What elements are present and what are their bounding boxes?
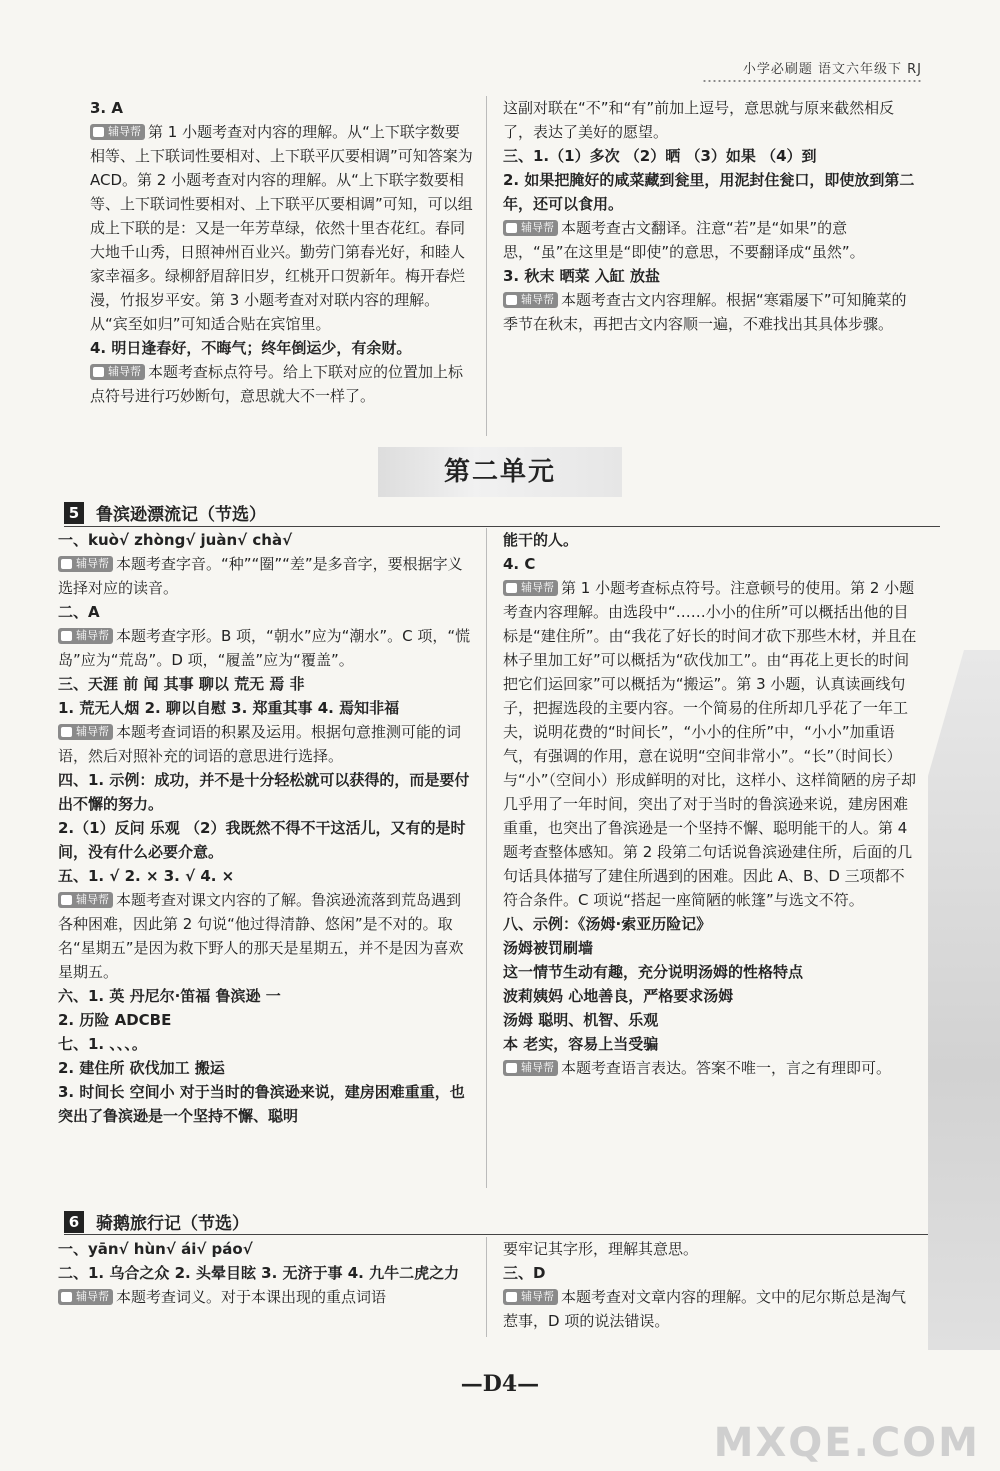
tutor-badge-icon: 辅导帮 — [58, 892, 113, 908]
explanation-paragraph — [503, 216, 918, 264]
paragraph-text: 二、A — [58, 603, 100, 621]
explanation-paragraph — [58, 1285, 472, 1309]
explanation-paragraph — [58, 624, 472, 672]
paragraph-text: 这副对联在“不”和“有”前加上逗号，意思就与原来截然相反了，表达了美好的愿望。 — [503, 99, 895, 141]
answer-line — [503, 1032, 918, 1056]
paragraph-text: 七、1. 、、、。 — [58, 1035, 147, 1053]
paragraph-text: 二、1. 乌合之众 2. 头晕目眩 3. 无济于事 4. 九牛二虎之力 — [58, 1264, 460, 1282]
section-rule — [64, 526, 940, 527]
answer-line — [503, 960, 918, 984]
tutor-badge-icon: 辅导帮 — [58, 628, 113, 644]
paragraph-text: 本题考查对课文内容的了解。鲁滨逊流落到荒岛遇到各种困难，因此第 2 句说“他过得清静、悠闲”是不对的。取名“星期五”是因为救下野人的那天是星期五，并不是因为喜欢星期五。 — [58, 891, 464, 981]
answer-line — [58, 1008, 472, 1032]
section-5-left-column — [58, 528, 472, 1128]
paragraph-text: 波莉姨妈 心地善良，严格要求汤姆 — [503, 987, 734, 1005]
paragraph-text: 2.（1）反问 乐观 （2）我既然不得不干这活儿，又有的是时间，没有什么必要介意。 — [58, 819, 466, 861]
answer-line — [503, 1237, 918, 1261]
answer-line — [58, 1261, 472, 1285]
paragraph-text: 三、1.（1）多次 （2）晒 （3）如果 （4）到 — [503, 147, 817, 165]
explanation-paragraph — [503, 1285, 918, 1333]
paragraph-text: 本题考查古文翻译。注意“若”是“如果”的意思，“虽”在这里是“即使”的意思，不要翻译成“虽然”。 — [503, 219, 865, 261]
tutor-badge-icon: 辅导帮 — [503, 1060, 558, 1076]
unit-title-banner: 第二单元 — [378, 447, 622, 497]
explanation-paragraph — [58, 720, 472, 768]
answer-line — [58, 1032, 472, 1056]
column-divider — [486, 1237, 487, 1337]
paragraph-text: 五、1. √ 2. × 3. √ 4. × — [58, 867, 235, 885]
answer-line — [58, 672, 472, 696]
tutor-badge-icon: 辅导帮 — [90, 124, 145, 140]
section-6-left-column — [58, 1237, 472, 1309]
watermark: MXQE.COM — [713, 1420, 980, 1466]
column-divider — [486, 528, 487, 1188]
answer-line — [90, 336, 474, 360]
answer-line — [503, 1008, 918, 1032]
answer-line — [503, 168, 918, 216]
paragraph-text: 三、D — [503, 1264, 546, 1282]
paragraph-text: 一、yān√ hùn√ ái√ páo√ — [58, 1240, 253, 1258]
paragraph-text: 1. 荒无人烟 2. 聊以自慰 3. 郑重其事 4. 焉知非福 — [58, 699, 400, 717]
answer-line — [503, 912, 918, 936]
section-rule — [64, 1234, 940, 1235]
paragraph-text: 本 老实，容易上当受骗 — [503, 1035, 659, 1053]
paragraph-text: 六、1. 英 丹尼尔·笛福 鲁滨逊 一 — [58, 987, 281, 1005]
paragraph-text: 本题考查字形。B 项，“朝水”应为“潮水”。C 项，“慌岛”应为“荒岛”。D 项，“履盖”应为“覆盖”。 — [58, 627, 471, 669]
decorative-side-graphic — [928, 650, 1000, 1350]
explanation-paragraph — [58, 552, 472, 600]
paragraph-text: 汤姆 聪明、机智、乐观 — [503, 1011, 659, 1029]
answer-line — [503, 552, 918, 576]
paragraph-text: 2. 建住所 砍伐加工 搬运 — [58, 1059, 225, 1077]
column-divider — [486, 96, 487, 436]
answer-line — [503, 264, 918, 288]
paragraph-text: 本题考查字音。“种”“圈”“差”是多音字，要根据字义选择对应的读音。 — [58, 555, 463, 597]
section-title: 鲁滨逊漂流记（节选） — [96, 505, 266, 525]
section-6-heading — [64, 1209, 464, 1235]
paragraph-text: 3. 时间长 空间小 对于当时的鲁滨逊来说，建房困难重重，也突出了鲁滨逊是一个坚持不懈、聪明 — [58, 1083, 465, 1125]
paragraph-text: 3. 秋末 晒菜 入缸 放盐 — [503, 267, 661, 285]
answer-line — [503, 96, 918, 144]
page-number: —D4— — [460, 1371, 540, 1397]
paragraph-text: 本题考查标点符号。给上下联对应的位置加上标点符号进行巧妙断句，意思就大不一样了。 — [90, 363, 464, 405]
section-5-heading — [64, 500, 464, 526]
section-number: 5 — [64, 502, 84, 524]
paragraph-text: 2. 如果把腌好的咸菜藏到瓮里，用泥封住瓮口，即使放到第二年，还可以食用。 — [503, 171, 915, 213]
tutor-badge-icon: 辅导帮 — [58, 724, 113, 740]
paragraph-text: 八、示例：《汤姆·索亚历险记》 — [503, 915, 712, 933]
explanation-paragraph — [503, 576, 918, 912]
answer-line — [58, 600, 472, 624]
answer-line — [58, 1080, 472, 1128]
paragraph-text: 本题考查词语的积累及运用。根据句意推测可能的词语，然后对照补充的词语的意思进行选择。 — [58, 723, 462, 765]
top-left-column — [90, 96, 474, 408]
answer-line — [503, 1261, 918, 1285]
section-6-right-column — [503, 1237, 918, 1333]
answer-line — [58, 768, 472, 816]
answer-line — [58, 696, 472, 720]
answer-line — [503, 144, 918, 168]
answer-line — [58, 864, 472, 888]
section-title: 骑鹅旅行记（节选） — [96, 1214, 249, 1234]
top-right-column — [503, 96, 918, 336]
explanation-paragraph — [90, 120, 474, 336]
paragraph-text: 第 1 小题考查标点符号。注意顿号的使用。第 2 小题考查内容理解。由选段中“……小小的住所”可以概括出他的目标是“建住所”。由“我花了好长的时间才砍下那些木材，并且在林子里加工好”可以概括为“砍伐加工”。由“再花上更长的时间把它们运回家”可以概括为“搬运”。第 3 小题，认真读画线句子，把握选段的主要内容。一个简易的住所却几乎花了一年工夫，说明花费的“时间长”，“小小的住所”中，“小小”加重语气，有强调的作用，意在说明“空间非常小”。“长”（时间长）与“小”（空间小）形成鲜明的对比，这样小、这样简陋的房子却几乎用了一年时间，突出了对于当时的鲁滨逊来说，建房困难重重，也突出了鲁滨逊是一个坚持不懈、聪明能干的人。第 4 题考查整体感知。第 2 段第二句话说鲁滨逊建住所，后面的几句话具体描写了建住所遇到的困难。因此 A、B、D 三项都不符合条件。C 项说“搭起一座简陋的帐篷”与选文不符。 — [503, 579, 917, 909]
paragraph-text: 三、天涯 前 闻 其事 聊以 荒无 焉 非 — [58, 675, 305, 693]
answer-line — [58, 816, 472, 864]
header-dotted-rule — [702, 80, 922, 82]
tutor-badge-icon: 辅导帮 — [503, 220, 558, 236]
section-number: 6 — [64, 1211, 84, 1233]
tutor-badge-icon: 辅导帮 — [503, 580, 558, 596]
paragraph-text: 4. 明日逢春好，不晦气；终年倒运少，有余财。 — [90, 339, 412, 357]
paragraph-text: 要牢记其字形，理解其意思。 — [503, 1240, 699, 1258]
explanation-paragraph — [90, 360, 474, 408]
paragraph-text: 本题考查语言表达。答案不唯一，言之有理即可。 — [561, 1059, 892, 1077]
paragraph-text: 这一情节生动有趣，充分说明汤姆的性格特点 — [503, 963, 804, 981]
answer-line — [503, 984, 918, 1008]
paragraph-text: 4. C — [503, 555, 536, 573]
paragraph-text: 一、kuò√ zhòng√ juàn√ chà√ — [58, 531, 293, 549]
tutor-badge-icon: 辅导帮 — [90, 364, 145, 380]
answer-line — [58, 1237, 472, 1261]
tutor-badge-icon: 辅导帮 — [503, 292, 558, 308]
paragraph-text: 本题考查古文内容理解。根据“寒霜屡下”可知腌菜的季节在秋末，再把古文内容顺一遍，不难找出其具体步骤。 — [503, 291, 907, 333]
explanation-paragraph — [503, 288, 918, 336]
answer-line — [58, 528, 472, 552]
paragraph-text: 本题考查对文章内容的理解。文中的尼尔斯总是淘气惹事，D 项的说法错误。 — [503, 1288, 907, 1330]
running-header: 小学必刷题 语文六年级下 RJ — [742, 62, 922, 77]
answer-line — [58, 984, 472, 1008]
paragraph-text: 本题考查词义。对于本课出现的重点词语 — [116, 1288, 387, 1306]
explanation-paragraph — [58, 888, 472, 984]
tutor-badge-icon: 辅导帮 — [58, 1289, 113, 1305]
paragraph-text: 能干的人。 — [503, 531, 579, 549]
paragraph-text: 2. 历险 ADCBE — [58, 1011, 172, 1029]
paragraph-text: 3. A — [90, 99, 123, 117]
section-5-right-column — [503, 528, 918, 1080]
explanation-paragraph — [503, 1056, 918, 1080]
paragraph-text: 汤姆被罚刷墙 — [503, 939, 594, 957]
answer-line — [58, 1056, 472, 1080]
answer-line — [503, 936, 918, 960]
answer-line — [503, 528, 918, 552]
tutor-badge-icon: 辅导帮 — [58, 556, 113, 572]
paragraph-text: 第 1 小题考查对内容的理解。从“上下联字数要相等、上下联词性要相对、上下联平仄要相调”可知答案为 ACD。第 2 小题考查对内容的理解。从“上下联字数要相等、上下联词性要相对、上下联平仄要相调”可知，可以组成上下联的是：又是一年芳草绿，依然十里杏花红。春同大地千山秀，日照神州百业兴。勤劳门第春光好，和睦人家幸福多。绿柳舒眉辞旧岁，红桃开口贺新年。梅开春烂漫，竹报岁平安。第 3 小题考查对对联内容的理解。从“宾至如归”可知适合贴在宾馆里。 — [90, 123, 473, 333]
answer-line — [90, 96, 474, 120]
tutor-badge-icon: 辅导帮 — [503, 1289, 558, 1305]
paragraph-text: 四、1. 示例：成功，并不是十分轻松就可以获得的，而是要付出不懈的努力。 — [58, 771, 470, 813]
